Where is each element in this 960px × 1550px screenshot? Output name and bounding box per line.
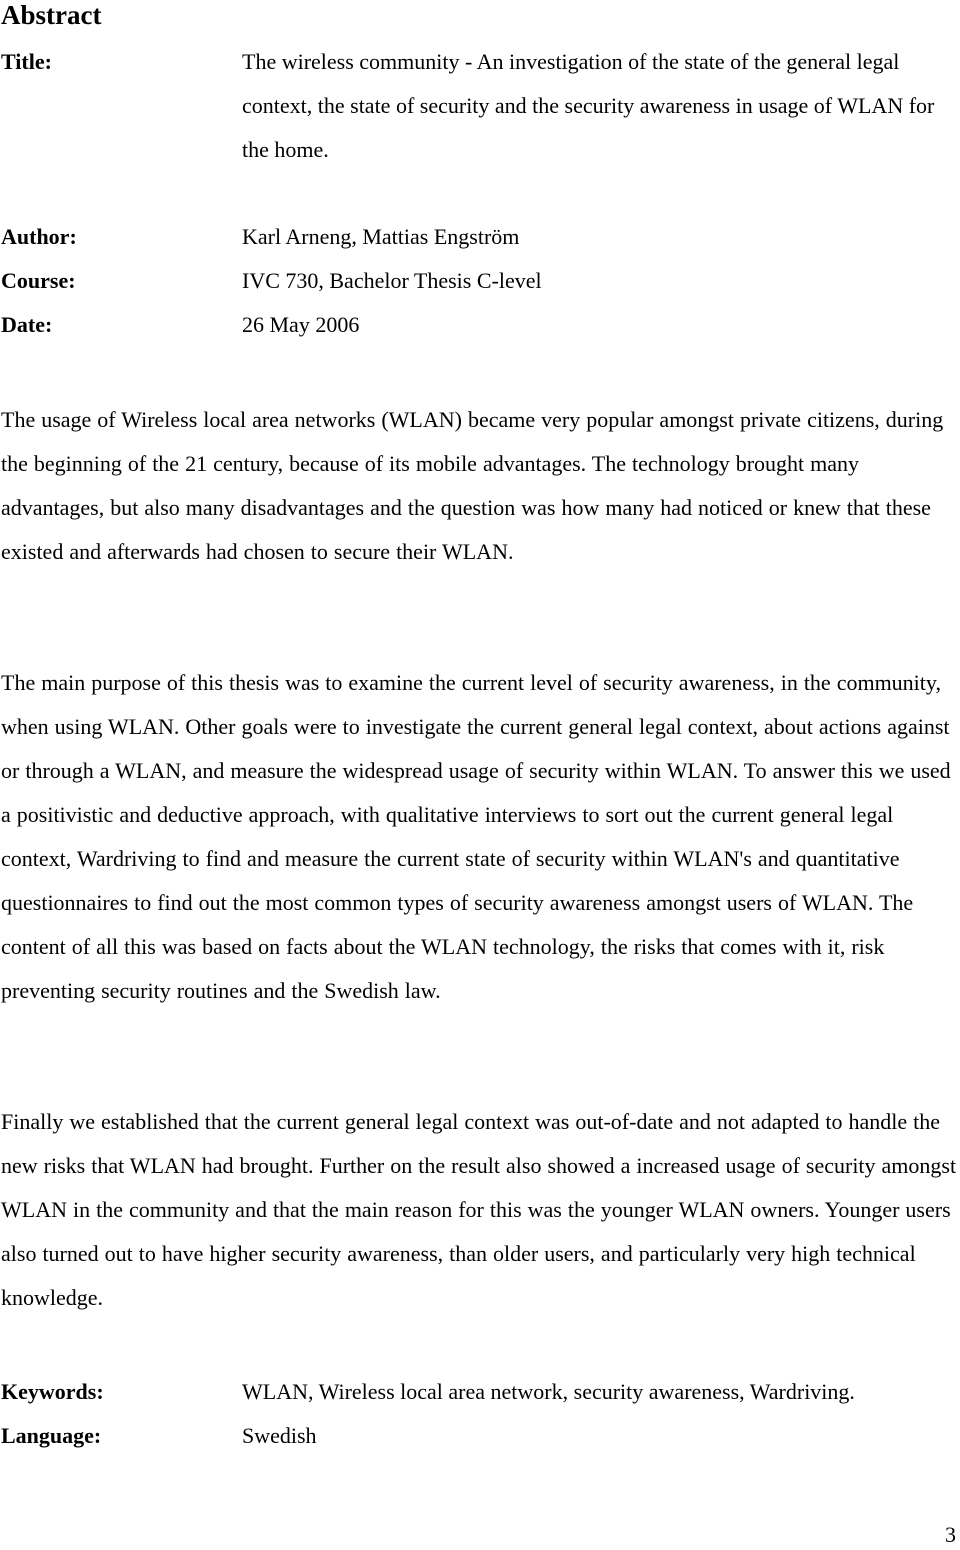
author-label: Author: [1,224,77,249]
title-value: The wireless community - An investigation of the state of the general legal context, the state of security and the security awareness in usage of WLAN for the home. [242,49,935,162]
course-value: IVC 730, Bachelor Thesis C-level [242,268,542,293]
language-value: Swedish [242,1423,317,1448]
language-row [0,1414,960,1458]
keywords-label: Keywords: [1,1379,104,1404]
abstract-paragraph: The usage of Wireless local area networks (WLAN) became very popular amongst private citizens, during the beginning of the 21 century, because of its mobile advantages. The technology brought many advantages, but also many disadvantages and the question was how many had noticed or knew that these existed and afterwards had chosen to secure their WLAN. [1,407,944,564]
date-value: 26 May 2006 [242,312,360,337]
date-label: Date: [1,312,53,337]
keywords-value: WLAN, Wireless local area network, security awareness, Wardriving. [242,1379,855,1404]
abstract-paragraph: The main purpose of this thesis was to examine the current level of security awareness, in the community, when using WLAN. Other goals were to investigate the current general legal context, about actions against or through a WLAN, and measure the widespread usage of security within WLAN. To answer this we used a positivistic and deductive approach, with qualitative interviews to sort out the current general legal context, Wardriving to find and measure the current state of security within WLAN's and quantitative questionnaires to find out the most common types of security awareness amongst users of WLAN. The content of all this was based on facts about the WLAN technology, the risks that comes with it, risk preventing security routines and the Swedish law. [1,670,951,1003]
author-row [0,215,960,259]
abstract-heading: Abstract [1,0,102,30]
author-value: Karl Arneng, Mattias Engström [242,224,520,249]
title-label: Title: [1,49,52,74]
course-row [0,259,960,303]
keywords-row [0,1370,960,1414]
date-row [0,303,960,347]
abstract-paragraph: Finally we established that the current general legal context was out-of-date and not adapted to handle the new risks that WLAN had brought. Further on the result also showed a increased usage of security amongst WLAN in the community and that the main reason for this was the younger WLAN owners. Younger users also turned out to have higher security awareness, than older users, and particularly very high technical knowledge. [1,1109,957,1310]
language-label: Language: [1,1423,102,1448]
page-number: 3 [945,1522,956,1547]
title-row [0,40,960,172]
course-label: Course: [1,268,76,293]
